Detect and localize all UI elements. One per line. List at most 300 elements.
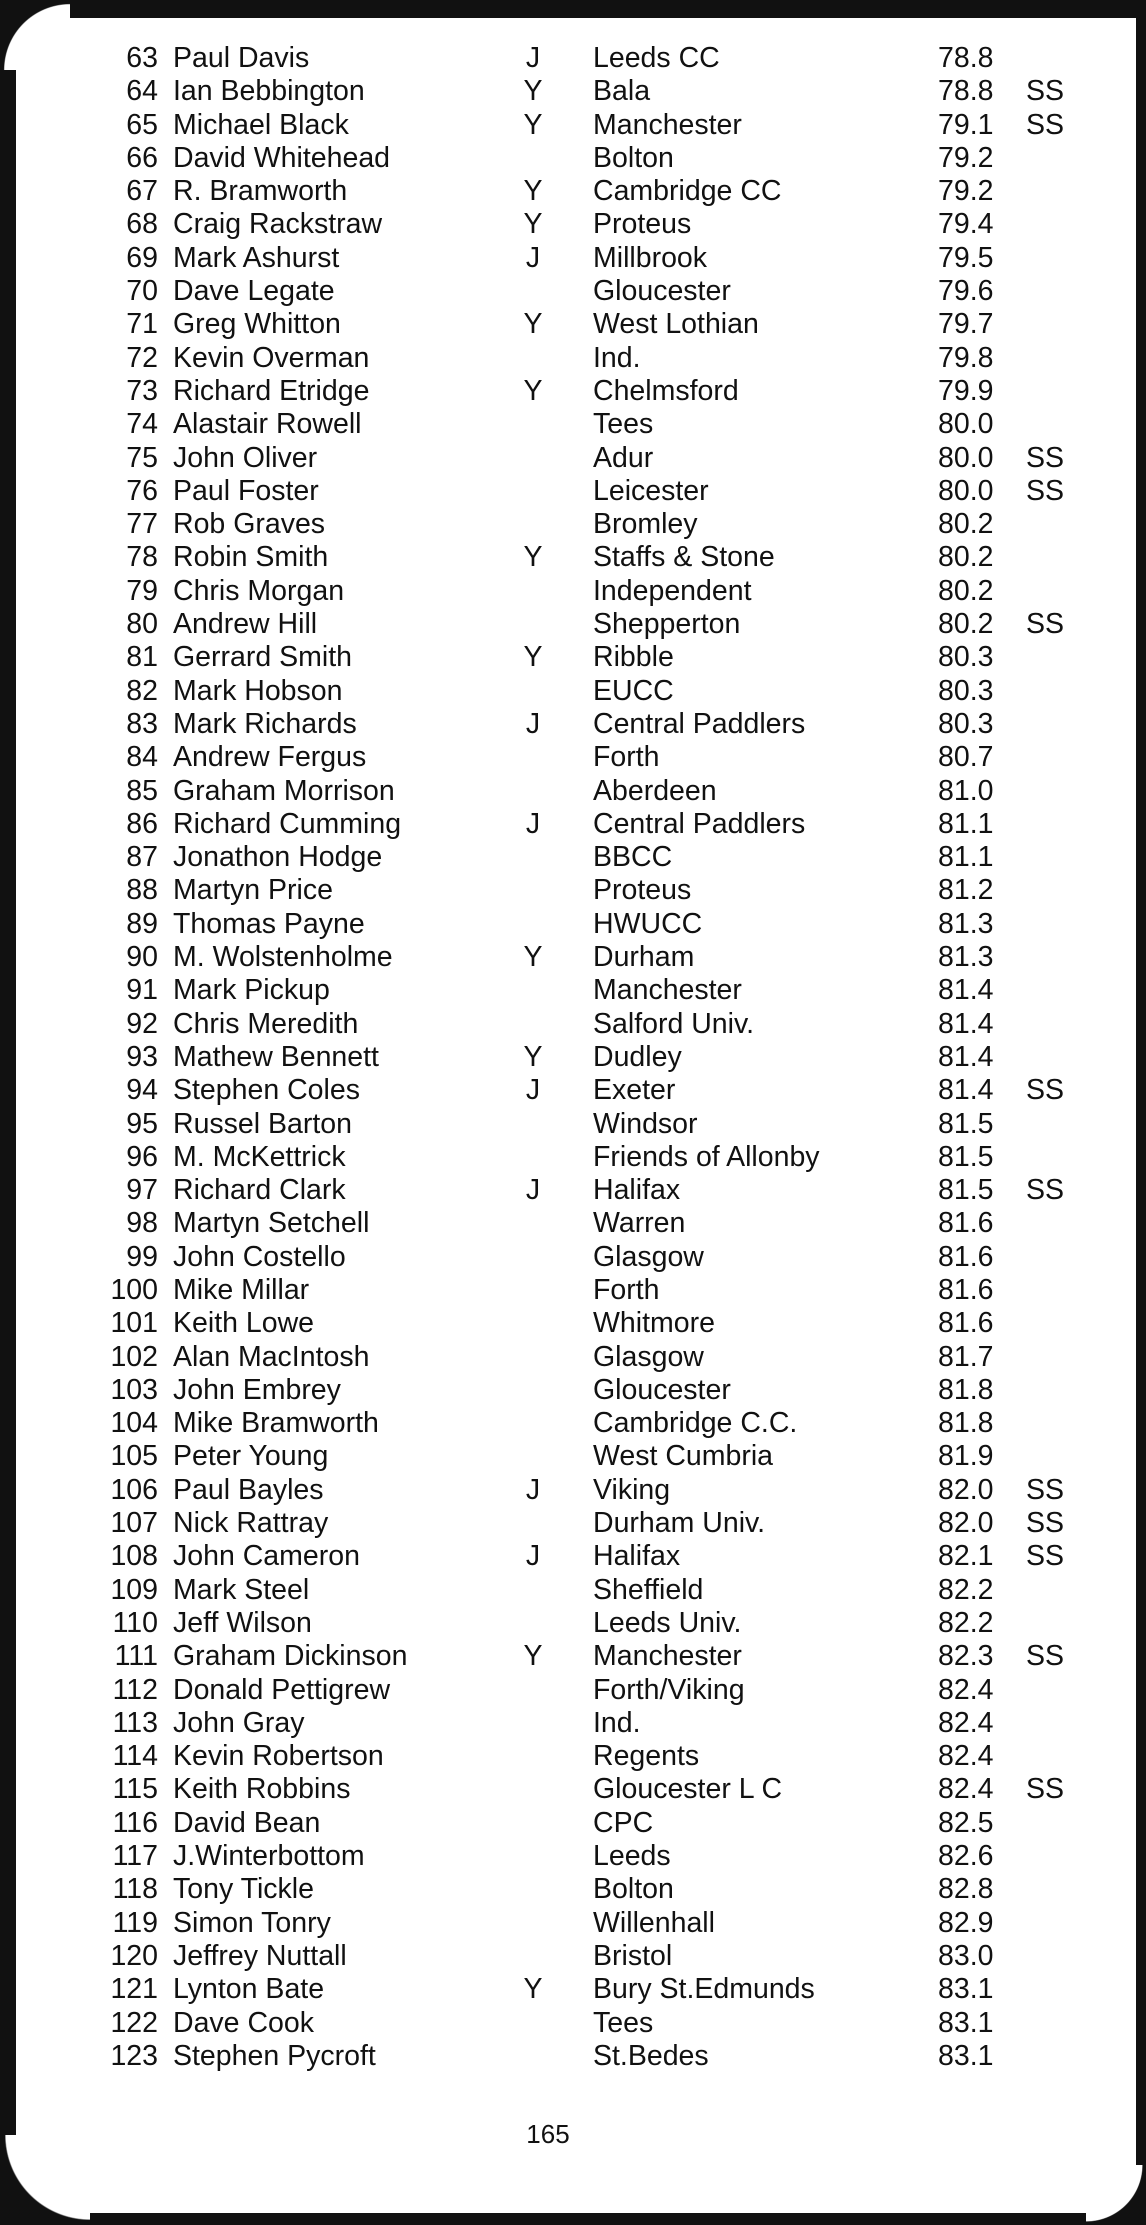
result-position: 107	[110, 1507, 158, 1540]
result-time: 79.9	[938, 374, 994, 407]
table-row	[0, 608, 1146, 641]
scan-edge-bottom	[0, 2213, 1146, 2225]
club-name: Chelmsford	[593, 374, 739, 407]
result-position: 64	[126, 75, 158, 108]
table-row	[0, 1707, 1146, 1740]
club-name: Leeds Univ.	[593, 1606, 742, 1639]
age-category: J	[525, 1540, 541, 1573]
result-time: 81.7	[938, 1340, 994, 1373]
club-name: Aberdeen	[593, 774, 717, 807]
result-position: 95	[126, 1107, 158, 1140]
result-time: 81.5	[938, 1140, 994, 1173]
club-name: Leicester	[593, 474, 709, 507]
competitor-name: Chris Morgan	[173, 574, 345, 607]
table-row	[0, 109, 1146, 142]
competitor-name: Graham Dickinson	[173, 1640, 408, 1673]
table-row	[0, 75, 1146, 108]
club-name: Gloucester	[593, 1373, 731, 1406]
result-time: 82.0	[938, 1507, 994, 1540]
table-row	[0, 808, 1146, 841]
result-position: 121	[110, 1973, 158, 2006]
result-position: 73	[126, 374, 158, 407]
result-position: 99	[126, 1240, 158, 1273]
result-time: 80.2	[938, 574, 994, 607]
result-position: 96	[126, 1140, 158, 1173]
result-position: 78	[126, 541, 158, 574]
club-name: Forth	[593, 741, 660, 774]
table-row	[0, 1407, 1146, 1440]
age-category: J	[525, 241, 541, 274]
club-name: EUCC	[593, 674, 674, 707]
result-position: 94	[126, 1074, 158, 1107]
table-row	[0, 1574, 1146, 1607]
table-row	[0, 1307, 1146, 1340]
result-time: 81.8	[938, 1407, 994, 1440]
table-row	[0, 1907, 1146, 1940]
result-time: 81.4	[938, 1074, 994, 1107]
club-name: West Cumbria	[593, 1440, 774, 1473]
result-time: 80.3	[938, 707, 994, 740]
age-category: Y	[523, 75, 543, 108]
scan-edge-top	[0, 0, 1146, 18]
table-row	[0, 175, 1146, 208]
result-position: 92	[126, 1007, 158, 1040]
competitor-name: Simon Tonry	[173, 1906, 331, 1939]
competitor-name: Andrew Fergus	[173, 741, 367, 774]
table-row	[0, 575, 1146, 608]
competitor-name: Jonathon Hodge	[173, 841, 383, 874]
competitor-name: Ian Bebbington	[173, 75, 365, 108]
result-time: 80.2	[938, 541, 994, 574]
competitor-name: M. McKettrick	[173, 1140, 346, 1173]
club-name: West Lothian	[593, 308, 759, 341]
table-row	[0, 42, 1146, 75]
age-category: Y	[523, 308, 543, 341]
competitor-name: Russel Barton	[173, 1107, 353, 1140]
club-name: Sheffield	[593, 1573, 704, 1606]
result-note: SS	[1026, 1473, 1065, 1506]
club-name: St.Bedes	[593, 2039, 709, 2072]
competitor-name: Richard Clark	[173, 1174, 346, 1207]
result-time: 81.0	[938, 774, 994, 807]
competitor-name: Kevin Overman	[173, 341, 370, 374]
result-time: 83.1	[938, 2006, 994, 2039]
age-category: Y	[523, 1640, 543, 1673]
result-time: 81.3	[938, 907, 994, 940]
table-row	[0, 741, 1146, 774]
table-row	[0, 208, 1146, 241]
competitor-name: Martyn Price	[173, 874, 333, 907]
table-row	[0, 1241, 1146, 1274]
result-time: 80.7	[938, 741, 994, 774]
club-name: Ribble	[593, 641, 674, 674]
table-row	[0, 342, 1146, 375]
club-name: Glasgow	[593, 1340, 704, 1373]
club-name: Manchester	[593, 108, 742, 141]
club-name: HWUCC	[593, 907, 703, 940]
result-time: 81.9	[938, 1440, 994, 1473]
result-position: 81	[126, 641, 158, 674]
result-position: 76	[126, 474, 158, 507]
result-time: 81.4	[938, 1040, 994, 1073]
club-name: Leeds	[593, 1840, 671, 1873]
result-note: SS	[1026, 108, 1065, 141]
club-name: Central Paddlers	[593, 707, 806, 740]
competitor-name: John Gray	[173, 1706, 305, 1739]
competitor-name: Gerrard Smith	[173, 641, 352, 674]
competitor-name: Paul Davis	[173, 42, 310, 74]
result-time: 82.3	[938, 1640, 994, 1673]
result-time: 80.0	[938, 408, 994, 441]
club-name: Tees	[593, 408, 654, 441]
club-name: Bristol	[593, 1939, 673, 1972]
result-position: 72	[126, 341, 158, 374]
club-name: Forth	[593, 1273, 660, 1306]
result-position: 98	[126, 1207, 158, 1240]
table-row	[0, 541, 1146, 574]
result-time: 80.0	[938, 474, 994, 507]
competitor-name: Mike Bramworth	[173, 1407, 379, 1440]
result-position: 117	[112, 1840, 158, 1873]
age-category: J	[525, 1074, 541, 1107]
result-position: 83	[126, 707, 158, 740]
results-list	[0, 42, 1146, 2073]
result-position: 104	[110, 1407, 158, 1440]
club-name: Durham Univ.	[593, 1507, 766, 1540]
club-name: Proteus	[593, 208, 692, 241]
result-time: 79.1	[938, 108, 994, 141]
result-position: 122	[110, 2006, 158, 2039]
club-name: Willenhall	[593, 1906, 715, 1939]
result-position: 106	[110, 1473, 158, 1506]
result-time: 82.1	[938, 1540, 994, 1573]
table-row	[0, 275, 1146, 308]
page-number: 165	[526, 2119, 570, 2149]
result-time: 79.2	[938, 141, 994, 174]
result-position: 65	[126, 108, 158, 141]
result-time: 78.8	[938, 42, 994, 74]
table-row	[0, 1341, 1146, 1374]
result-time: 79.7	[938, 308, 994, 341]
result-time: 79.8	[938, 341, 994, 374]
club-name: Ind.	[593, 341, 641, 374]
result-time: 81.6	[938, 1273, 994, 1306]
club-name: Bala	[593, 75, 651, 108]
club-name: Independent	[593, 574, 752, 607]
result-time: 82.8	[938, 1873, 994, 1906]
table-row	[0, 641, 1146, 674]
competitor-name: Mike Millar	[173, 1273, 310, 1306]
competitor-name: Dave Legate	[173, 275, 335, 308]
result-position: 113	[112, 1706, 158, 1739]
competitor-name: Richard Etridge	[173, 374, 370, 407]
result-time: 82.4	[938, 1706, 994, 1739]
competitor-name: John Embrey	[173, 1373, 341, 1406]
result-time: 82.2	[938, 1573, 994, 1606]
table-row	[0, 1174, 1146, 1207]
competitor-name: Peter Young	[173, 1440, 329, 1473]
competitor-name: John Oliver	[173, 441, 318, 474]
table-row	[0, 1773, 1146, 1806]
result-time: 82.4	[938, 1673, 994, 1706]
club-name: Gloucester L C	[593, 1773, 783, 1806]
table-row	[0, 1807, 1146, 1840]
table-row	[0, 708, 1146, 741]
result-position: 111	[114, 1640, 158, 1673]
club-name: Durham	[593, 941, 695, 974]
result-note: SS	[1026, 608, 1065, 641]
competitor-name: Alan MacIntosh	[173, 1340, 370, 1373]
result-note: SS	[1026, 1507, 1065, 1540]
competitor-name: Paul Foster	[173, 474, 319, 507]
table-row	[0, 1540, 1146, 1573]
result-position: 114	[112, 1740, 158, 1773]
competitor-name: Stephen Coles	[173, 1074, 360, 1107]
result-position: 105	[110, 1440, 158, 1473]
result-time: 82.0	[938, 1473, 994, 1506]
competitor-name: Stephen Pycroft	[173, 2039, 376, 2072]
age-category: J	[525, 807, 541, 840]
result-time: 79.6	[938, 275, 994, 308]
competitor-name: Jeff Wilson	[173, 1606, 312, 1639]
table-row	[0, 1374, 1146, 1407]
result-time: 82.6	[938, 1840, 994, 1873]
result-position: 116	[112, 1806, 158, 1839]
table-row	[0, 308, 1146, 341]
table-row	[0, 408, 1146, 441]
club-name: CPC	[593, 1806, 654, 1839]
result-time: 79.5	[938, 241, 994, 274]
result-position: 103	[110, 1373, 158, 1406]
result-time: 81.5	[938, 1174, 994, 1207]
table-row	[0, 1507, 1146, 1540]
age-category: Y	[523, 1973, 543, 2006]
competitor-name: Mark Steel	[173, 1573, 310, 1606]
table-row	[0, 675, 1146, 708]
competitor-name: John Costello	[173, 1240, 346, 1273]
result-position: 101	[110, 1307, 158, 1340]
result-position: 68	[126, 208, 158, 241]
result-position: 71	[126, 308, 158, 341]
result-time: 80.0	[938, 441, 994, 474]
club-name: Adur	[593, 441, 654, 474]
table-row	[0, 442, 1146, 475]
table-row	[0, 1740, 1146, 1773]
result-position: 89	[126, 907, 158, 940]
result-time: 81.3	[938, 941, 994, 974]
result-position: 91	[126, 974, 158, 1007]
table-row	[0, 1674, 1146, 1707]
age-category: J	[525, 1174, 541, 1207]
competitor-name: Mark Richards	[173, 707, 357, 740]
result-position: 119	[112, 1906, 158, 1939]
competitor-name: J.Winterbottom	[173, 1840, 365, 1873]
age-category: J	[525, 707, 541, 740]
result-time: 80.2	[938, 608, 994, 641]
result-position: 67	[126, 175, 158, 208]
table-row	[0, 1940, 1146, 1973]
club-name: Bolton	[593, 1873, 674, 1906]
competitor-name: Michael Black	[173, 108, 349, 141]
result-position: 100	[110, 1273, 158, 1306]
result-note: SS	[1026, 75, 1065, 108]
competitor-name: Lynton Bate	[173, 1973, 325, 2006]
competitor-name: Jeffrey Nuttall	[173, 1939, 347, 1972]
table-row	[0, 841, 1146, 874]
club-name: Regents	[593, 1740, 700, 1773]
age-category: Y	[523, 1040, 543, 1073]
club-name: Windsor	[593, 1107, 698, 1140]
result-time: 80.3	[938, 641, 994, 674]
result-note: SS	[1026, 441, 1065, 474]
competitor-name: Tony Tickle	[173, 1873, 314, 1906]
club-name: Manchester	[593, 974, 742, 1007]
table-row	[0, 1074, 1146, 1107]
result-time: 81.8	[938, 1373, 994, 1406]
club-name: Warren	[593, 1207, 686, 1240]
result-time: 83.1	[938, 2039, 994, 2072]
table-row	[0, 1440, 1146, 1473]
club-name: Millbrook	[593, 241, 708, 274]
scan-corner-bottom-right	[1086, 2165, 1146, 2225]
competitor-name: Dave Cook	[173, 2006, 314, 2039]
result-time: 81.4	[938, 974, 994, 1007]
result-time: 81.2	[938, 874, 994, 907]
result-time: 81.1	[938, 841, 994, 874]
club-name: Halifax	[593, 1174, 681, 1207]
club-name: Ind.	[593, 1706, 641, 1739]
table-row	[0, 508, 1146, 541]
result-note: SS	[1026, 1640, 1065, 1673]
competitor-name: Keith Lowe	[173, 1307, 315, 1340]
table-row	[0, 1108, 1146, 1141]
result-position: 66	[126, 141, 158, 174]
table-row	[0, 874, 1146, 907]
age-category: Y	[523, 208, 543, 241]
result-position: 77	[126, 508, 158, 541]
result-time: 83.1	[938, 1973, 994, 2006]
club-name: Tees	[593, 2006, 654, 2039]
result-position: 120	[110, 1939, 158, 1972]
result-position: 110	[112, 1606, 158, 1639]
club-name: Manchester	[593, 1640, 742, 1673]
club-name: Salford Univ.	[593, 1007, 755, 1040]
result-time: 79.4	[938, 208, 994, 241]
result-position: 108	[110, 1540, 158, 1573]
age-category: Y	[523, 374, 543, 407]
competitor-name: Paul Bayles	[173, 1473, 324, 1506]
result-time: 78.8	[938, 75, 994, 108]
competitor-name: David Bean	[173, 1806, 321, 1839]
club-name: BBCC	[593, 841, 673, 874]
result-position: 118	[112, 1873, 158, 1906]
club-name: Staffs & Stone	[593, 541, 775, 574]
table-row	[0, 1973, 1146, 2006]
result-time: 81.5	[938, 1107, 994, 1140]
club-name: Gloucester	[593, 275, 731, 308]
competitor-name: Nick Rattray	[173, 1507, 329, 1540]
table-row	[0, 1607, 1146, 1640]
table-row	[0, 475, 1146, 508]
club-name: Bolton	[593, 141, 674, 174]
scan-corner-bottom-left	[0, 2135, 90, 2225]
result-note: SS	[1026, 1540, 1065, 1573]
competitor-name: Robin Smith	[173, 541, 329, 574]
result-time: 81.6	[938, 1307, 994, 1340]
club-name: Proteus	[593, 874, 692, 907]
table-row	[0, 941, 1146, 974]
result-position: 82	[126, 674, 158, 707]
table-row	[0, 908, 1146, 941]
table-row	[0, 375, 1146, 408]
result-time: 82.4	[938, 1740, 994, 1773]
result-position: 86	[126, 807, 158, 840]
club-name: Shepperton	[593, 608, 741, 641]
club-name: Central Paddlers	[593, 807, 806, 840]
table-row	[0, 1640, 1146, 1673]
result-time: 82.9	[938, 1906, 994, 1939]
table-row	[0, 1840, 1146, 1873]
table-row	[0, 242, 1146, 275]
competitor-name: Thomas Payne	[173, 907, 365, 940]
club-name: Whitmore	[593, 1307, 715, 1340]
club-name: Leeds CC	[593, 42, 720, 74]
competitor-name: Rob Graves	[173, 508, 326, 541]
competitor-name: Chris Meredith	[173, 1007, 359, 1040]
result-time: 82.5	[938, 1806, 994, 1839]
result-time: 81.6	[938, 1240, 994, 1273]
result-position: 80	[126, 608, 158, 641]
club-name: Exeter	[593, 1074, 676, 1107]
result-time: 81.1	[938, 807, 994, 840]
result-position: 102	[110, 1340, 158, 1373]
competitor-name: Mathew Bennett	[173, 1040, 379, 1073]
table-row	[0, 1474, 1146, 1507]
table-row	[0, 974, 1146, 1007]
result-note: SS	[1026, 1074, 1065, 1107]
competitor-name: Donald Pettigrew	[173, 1673, 391, 1706]
result-position: 88	[126, 874, 158, 907]
age-category: J	[525, 42, 541, 74]
club-name: Halifax	[593, 1540, 681, 1573]
result-time: 83.0	[938, 1939, 994, 1972]
table-row	[0, 1041, 1146, 1074]
result-position: 70	[126, 275, 158, 308]
result-position: 79	[126, 574, 158, 607]
competitor-name: Andrew Hill	[173, 608, 318, 641]
result-time: 81.4	[938, 1007, 994, 1040]
club-name: Cambridge C.C.	[593, 1407, 798, 1440]
competitor-name: Keith Robbins	[173, 1773, 351, 1806]
table-row	[0, 1008, 1146, 1041]
result-time: 80.2	[938, 508, 994, 541]
competitor-name: Kevin Robertson	[173, 1740, 384, 1773]
result-note: SS	[1026, 1773, 1065, 1806]
result-note: SS	[1026, 474, 1065, 507]
competitor-name: Craig Rackstraw	[173, 208, 383, 241]
table-row	[0, 2040, 1146, 2073]
table-row	[0, 1141, 1146, 1174]
club-name: Cambridge CC	[593, 175, 782, 208]
age-category: Y	[523, 541, 543, 574]
competitor-name: Mark Pickup	[173, 974, 330, 1007]
result-position: 75	[126, 441, 158, 474]
age-category: Y	[523, 941, 543, 974]
result-position: 112	[112, 1673, 158, 1706]
competitor-name: David Whitehead	[173, 141, 391, 174]
age-category: Y	[523, 641, 543, 674]
competitor-name: Richard Cumming	[173, 807, 402, 840]
